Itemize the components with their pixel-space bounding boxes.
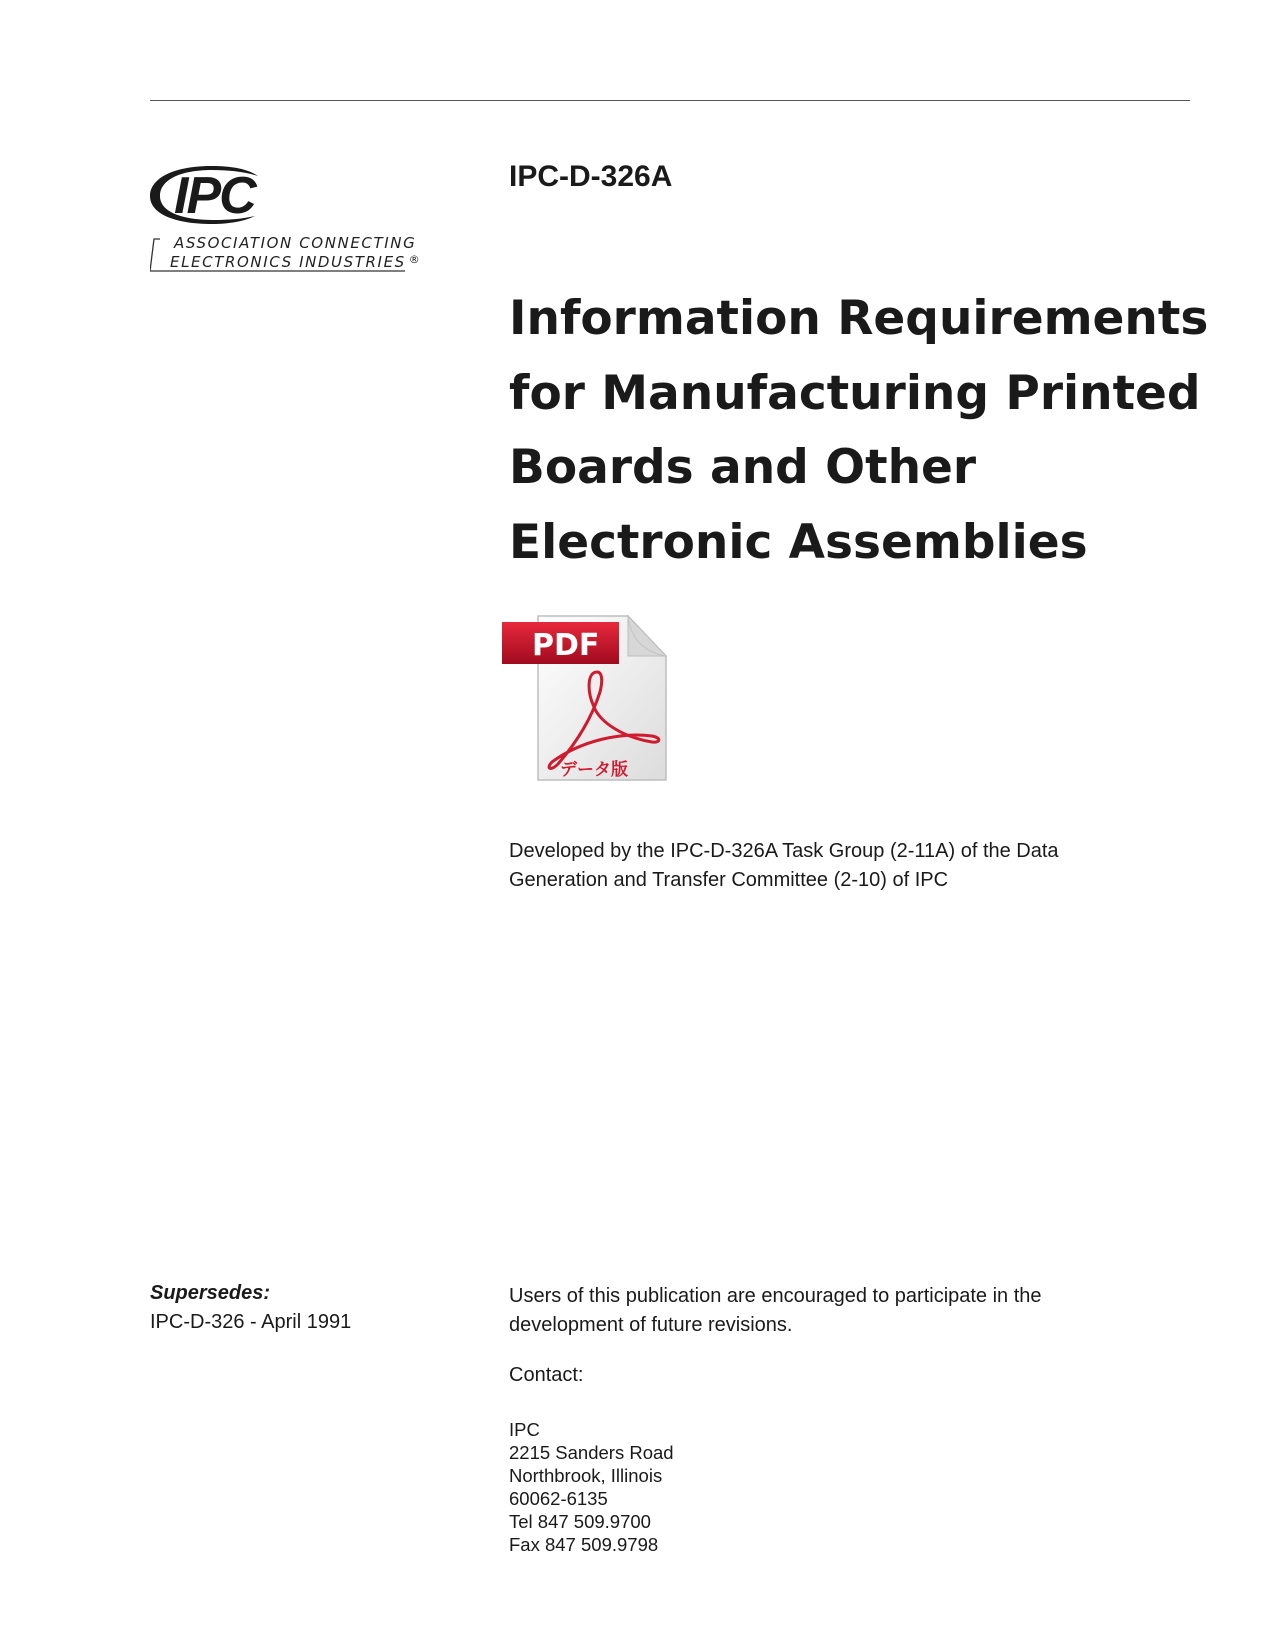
contact-address	[509, 1418, 674, 1556]
supersedes-label: Supersedes:	[150, 1282, 271, 1304]
logo-tagline-line2	[170, 253, 421, 271]
supersedes-value: IPC-D-326 - April 1991	[150, 1311, 352, 1333]
logo-tagline-line1: ASSOCIATION CONNECTING	[174, 234, 417, 252]
title-line-3: Boards and Other	[509, 440, 977, 495]
logo-tagline-text: ELECTRONICS INDUSTRIES	[170, 253, 406, 271]
pdf-icon	[502, 612, 670, 784]
participation-text: Users of this publication are encouraged to participate in the development of future revisions.	[509, 1285, 1042, 1336]
pdf-subtitle: データ版	[560, 760, 628, 780]
ipc-logo	[150, 158, 440, 288]
address-tel: Tel 847 509.9700	[509, 1511, 651, 1532]
address-fax: Fax 847 509.9798	[509, 1534, 659, 1555]
address-street: 2215 Sanders Road	[509, 1442, 674, 1463]
ipc-logo-text: IPC	[174, 167, 255, 225]
developed-by-text: Developed by the IPC-D-326A Task Group (2-11A) of the Data Generation and Transfer Committee (2-10) of IPC	[509, 840, 1059, 891]
title-line-1: Information Requirements	[509, 291, 1209, 346]
top-rule	[150, 100, 1190, 101]
pdf-label: PDF	[532, 628, 600, 663]
address-org: IPC	[509, 1419, 540, 1440]
pdf-data-edition-badge	[502, 612, 670, 784]
document-title	[509, 282, 1209, 580]
ipc-logo-mark	[150, 158, 440, 233]
address-zip: 60062-6135	[509, 1488, 608, 1509]
title-line-4: Electronic Assemblies	[509, 514, 1088, 570]
contact-label: Contact:	[509, 1364, 584, 1386]
title-line-2: for Manufacturing Printed	[509, 365, 1201, 421]
registered-mark: ®	[408, 253, 422, 266]
address-city: Northbrook, Illinois	[509, 1465, 663, 1486]
document-number: IPC-D-326A	[509, 160, 673, 193]
